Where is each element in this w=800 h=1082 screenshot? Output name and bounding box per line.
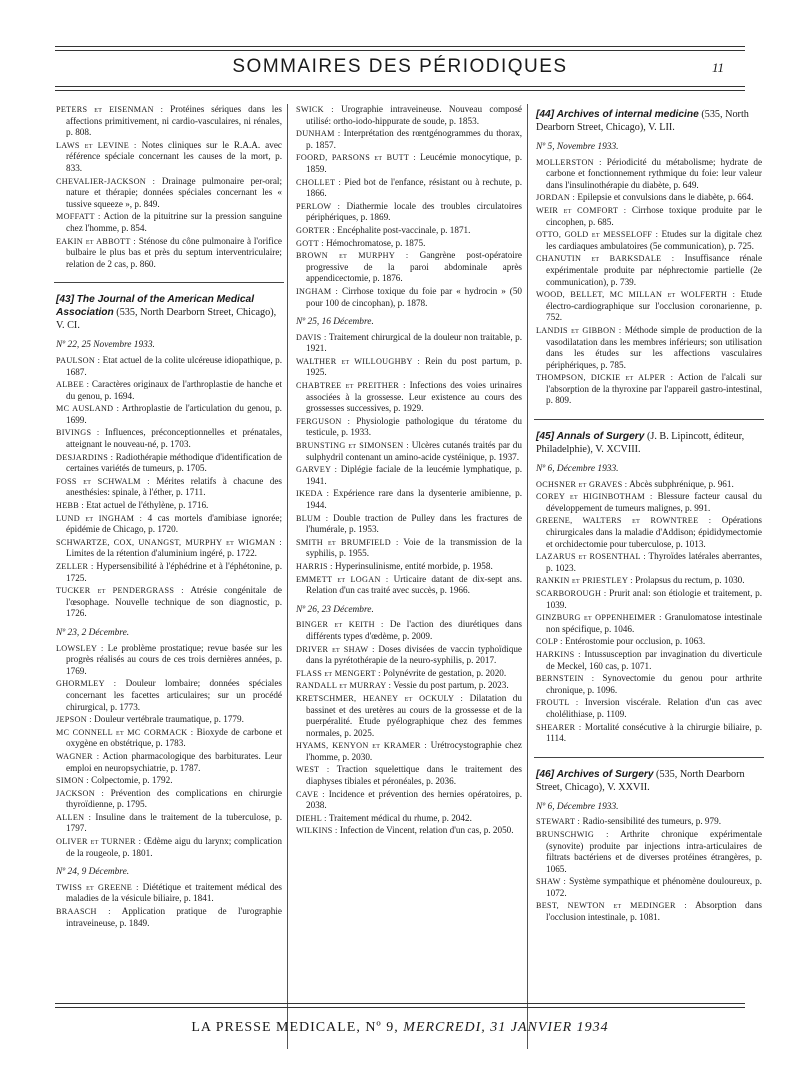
article-title: Entérostomie pour occlusion, p. 1063.: [565, 636, 706, 647]
footer-publication: LA PRESSE MEDICALE, Nº 9,: [191, 1020, 399, 1035]
article-authors: BLUM :: [296, 513, 329, 523]
article-title: Thyroïdes latérales aberrantes, p. 1023.: [546, 551, 763, 573]
article-authors: BRUNSCHWIG :: [536, 829, 609, 839]
section-separator: [54, 282, 284, 283]
article-entry: [56, 403, 282, 426]
article-authors: DUNHAM :: [296, 129, 341, 139]
article-entry: [56, 379, 282, 402]
article-entry: [296, 238, 522, 250]
article-entry: [296, 619, 522, 642]
article-authors: DESJARDINS :: [56, 452, 114, 462]
article-entry: [536, 289, 762, 324]
article-title: Gangrène post-opératoire progressive de la paroi abdominale après appendicectomie, p. 1876.: [306, 250, 523, 284]
article-entry: [296, 668, 522, 680]
article-entry: [296, 693, 522, 739]
article-authors: HYAMS, KENYON et KRAMER :: [296, 741, 427, 751]
article-entry: [56, 537, 282, 560]
article-authors: INGHAM :: [296, 286, 339, 296]
article-title: Interprétation des rœntgénogrammes du thorax, p. 1857.: [306, 128, 523, 150]
article-title: Cirrhose toxique du foie par « hydrocin » (50 pour 100 de cincophan), p. 1878.: [306, 285, 523, 308]
article-authors: CHANUTIN et BARKSDALE :: [536, 254, 675, 264]
article-authors: FLASS et MENGERT :: [296, 668, 381, 678]
article-authors: WALTHER et WILLOUGHBY :: [296, 356, 421, 366]
article-title: Inversion viscérale. Relation d'un cas avec cholélithiase, p. 1109.: [546, 697, 762, 719]
article-entry: [56, 643, 282, 678]
issue-date: Nº 22, 25 Novembre 1933.: [56, 340, 155, 351]
article-title: Infections des voies urinaires associées à la grossesse. Leur existence au cours des grossesses successives, p. 1929.: [306, 380, 522, 414]
article-entry: [536, 636, 762, 648]
article-entry: [536, 192, 762, 204]
article-entry: [296, 250, 522, 285]
article-entry: [56, 906, 282, 929]
article-entry: [56, 140, 282, 175]
article-entry: [56, 427, 282, 450]
article-entry: [296, 177, 522, 200]
article-title: Doses divisées de vaccin typhoïdique dans la pyrétothérapie de la neuro-syphilis, p. 2017.: [306, 643, 522, 666]
journal-info: (535, North Dearborn Street, Chicago), V. XXVII.: [536, 768, 745, 793]
article-entry: [536, 722, 762, 745]
section-separator: [534, 757, 764, 758]
issue-date: Nº 24, 9 Décembre.: [56, 867, 130, 878]
article-authors: GINZBURG et OPPENHEIMER :: [536, 613, 662, 623]
article-authors: DRIVER et SHAW :: [296, 644, 375, 654]
article-authors: FOSS et SCHWALM :: [56, 476, 150, 486]
article-entry: [536, 900, 762, 923]
footer-rule-inner: [55, 1007, 745, 1008]
article-title: Urticaire datant de dix-sept ans. Relation d'un cas traité avec succès, p. 1966.: [306, 573, 522, 596]
article-title: Bioxyde de carbone et oxygène en obstétrique, p. 1783.: [66, 726, 283, 749]
article-entry: [56, 211, 282, 234]
article-title: Polynévrite de gestation, p. 2020.: [382, 667, 507, 678]
issue-date: Nº 6, Décembre 1933.: [536, 801, 619, 812]
article-authors: MOFFATT :: [56, 212, 101, 222]
article-title: Le problème prostatique; revue basée sur les progrès réalisés au cours de ces trois dernières années, p. 1769.: [66, 642, 282, 676]
article-title: Diététique et traitement médical des maladies de la vésicule biliaire, p. 1841.: [66, 881, 282, 904]
issue-date: Nº 26, 23 Décembre.: [296, 604, 374, 615]
article-authors: RANKIN et PRIESTLEY :: [536, 576, 633, 586]
article-entry: [536, 612, 762, 635]
article-authors: KRETSCHMER, HEANEY et OCKULY :: [296, 693, 464, 703]
article-title: Périodicité du métabolisme; hydrate de carbone et fonctionnement rythmique du foie: leur valeur dans l'insulinothérapie du diabète, p. 649.: [546, 156, 763, 190]
article-authors: MOLLERSTON :: [536, 157, 602, 167]
article-entry: [536, 575, 762, 587]
article-title: Atrésie congénitale de l'œsophage. Nouvelle technique de son diagnostic, p. 1726.: [66, 585, 282, 619]
article-entry: [296, 104, 522, 127]
article-entry: [536, 372, 762, 407]
article-title: Action de la pituitrine sur la pression sanguine chez l'homme, p. 854.: [66, 211, 282, 233]
article-title: Prolapsus du rectum, p. 1030.: [635, 575, 745, 586]
section-separator: [534, 419, 764, 420]
article-authors: ALBEE :: [56, 380, 90, 390]
article-authors: SHAW :: [536, 877, 567, 887]
article-authors: FERGUSON :: [296, 416, 351, 426]
article-authors: IKEDA :: [296, 489, 330, 499]
article-title: Pied bot de l'enfance, résistant ou à rechute, p. 1866.: [306, 176, 523, 199]
article-authors: WILKINS :: [296, 826, 338, 836]
article-authors: OTTO, GOLD et MESSELOFF :: [536, 230, 659, 240]
article-title: Urographie intraveineuse. Nouveau composé utilisé: ortho-iodo-hippurate de soude, p. 1853.: [306, 104, 523, 126]
article-authors: JORDAN :: [536, 193, 576, 203]
article-entry: [536, 588, 762, 611]
article-entry: [296, 764, 522, 787]
article-entry: [296, 464, 522, 487]
article-title: Système sympathique et phénomène douloureux, p. 1072.: [546, 876, 762, 898]
article-authors: HARRIS :: [296, 561, 333, 571]
article-title: Prurit anal: son étiologie et traitement, p. 1039.: [546, 588, 762, 610]
article-authors: ZELLER :: [56, 562, 94, 571]
article-authors: WAGNER :: [56, 751, 100, 761]
page-footer: [0, 1020, 800, 1036]
article-title: Douleur lombaire; données spéciales concernant les facettes articulaires; sur un procédé chirurgical, p. 1773.: [66, 678, 282, 712]
article-authors: CHABTREE et PREITHER :: [296, 381, 406, 391]
article-entry: [296, 201, 522, 224]
article-entry: [56, 727, 282, 750]
article-entry: [536, 515, 762, 550]
article-authors: STEWART :: [536, 817, 581, 827]
article-authors: THOMPSON, DICKIE et ALPER :: [536, 373, 674, 383]
article-title: Traitement chirurgical de la douleur non traitable, p. 1921.: [306, 331, 522, 354]
journal-number: [45]: [536, 431, 555, 443]
article-entry: [296, 680, 522, 692]
article-authors: DAVIS :: [296, 332, 327, 342]
article-entry: [56, 452, 282, 475]
article-title: Notes cliniques sur le R.A.A. avec référence spéciale concernant les causes de la mort, p. 833.: [66, 139, 282, 173]
article-title: Caractères originaux de l'arthroplastie de hanche et du genou, p. 1694.: [66, 379, 283, 401]
article-title: Etat actuel de l'éthylène, p. 1716.: [86, 500, 209, 511]
article-entry: [56, 104, 282, 139]
article-title: Méthode simple de production de la vasodilatation dans les membres inférieurs; son utilisation dans les études sur les affections vasculaires périphériques, p. 785.: [546, 324, 762, 370]
article-authors: GREENE, WALTERS et ROWNTREE :: [536, 516, 712, 526]
article-entry: [56, 836, 282, 859]
article-entry: [56, 476, 282, 499]
footer-date: MERCREDI, 31 JANVIER 1934: [403, 1020, 609, 1035]
article-entry: [536, 229, 762, 252]
article-entry: [536, 649, 762, 672]
article-entry: [536, 491, 762, 514]
article-authors: LAZARUS et ROSENTHAL :: [536, 552, 646, 562]
journal-info: (J. B. Lipincott, éditeur, Philadelphie), V. XCVIII.: [536, 431, 745, 456]
article-entry: [536, 205, 762, 228]
article-title: Radiothérapie méthodique d'identification de certaines variétés de tumeurs, p. 1705.: [66, 451, 282, 474]
article-authors: LUND et INGHAM :: [56, 513, 143, 523]
journal-info: (535, North Dearborn Street, Chicago), V. CI.: [56, 307, 277, 332]
article-title: Double traction de Pulley dans les fractures de l'humérale, p. 1953.: [306, 512, 522, 535]
article-title: Encéphalite post-vaccinale, p. 1871.: [337, 224, 471, 235]
article-authors: SCARBOROUGH :: [536, 589, 607, 598]
article-authors: SMITH et BRUMFIELD :: [296, 537, 399, 547]
article-entry: [536, 325, 762, 371]
article-title: Prévention des complications en chirurgie thyroïdienne, p. 1795.: [66, 787, 283, 810]
column-divider: [527, 104, 528, 1049]
article-authors: LAWS et LEVINE :: [56, 140, 137, 150]
article-title: De l'action des diurétiques dans différents types d'œdème, p. 2009.: [306, 619, 523, 641]
article-entry: [296, 128, 522, 151]
article-authors: BROWN et MURPHY :: [296, 251, 409, 261]
article-authors: GHORMLEY :: [56, 679, 117, 689]
article-entry: [536, 829, 762, 875]
article-authors: TUCKER et PENDERGRASS :: [56, 586, 184, 596]
article-entry: [56, 714, 282, 726]
article-authors: BINGER et KEITH :: [296, 620, 384, 630]
article-authors: WOOD, BELLET, MC MILLAN et WOLFERTH :: [536, 290, 736, 300]
top-rule-inner: [55, 50, 745, 51]
article-authors: BIVINGS :: [56, 428, 100, 438]
article-title: Physiologie pathologique du tératome du testicule, p. 1933.: [306, 415, 523, 438]
journal-heading: [536, 430, 762, 456]
header-rule: [55, 86, 745, 87]
article-title: Hyperinsulinisme, entité morbide, p. 1958.: [335, 560, 493, 571]
article-title: Diplégie faciale de la leucémie lymphatique, p. 1941.: [306, 464, 523, 486]
article-authors: OCHSNER et GRAVES :: [536, 479, 628, 489]
article-authors: JEPSON :: [56, 715, 92, 725]
article-title: Vessie du post partum, p. 2023.: [393, 680, 509, 691]
article-entry: [56, 585, 282, 620]
issue-date: Nº 6, Décembre 1933.: [536, 464, 619, 475]
journal-info: (535, North Dearborn Street, Chicago), V. LII.: [536, 109, 749, 133]
article-entry: [56, 812, 282, 835]
article-authors: BERNSTEIN :: [536, 674, 595, 684]
article-entry: [536, 816, 762, 828]
article-authors: BEST, NEWTON et MEDINGER :: [536, 901, 688, 911]
journal-title: The Journal of the American Medical Association: [56, 294, 255, 319]
article-authors: CHOLLET :: [296, 177, 342, 187]
article-title: Mérites relatifs à chacune des anesthésies: spinale, à l'éther, p. 1711.: [66, 475, 283, 498]
article-entry: [296, 380, 522, 415]
issue-date: Nº 23, 2 Décembre.: [56, 627, 130, 638]
journal-title: Archives of Surgery: [556, 768, 654, 780]
article-entry: [296, 416, 522, 439]
article-title: Expérience rare dans la dysenterie amibienne, p. 1944.: [306, 488, 523, 510]
article-authors: JACKSON :: [56, 788, 105, 798]
article-title: Leucémie monocytique, p. 1859.: [306, 152, 523, 174]
article-title: Synovectomie du genou pour arthrite chronique, p. 1096.: [546, 673, 763, 695]
journal-heading: [56, 293, 282, 332]
article-title: Granulomatose intestinale non spécifique, p. 1046.: [546, 612, 763, 634]
article-authors: CAVE :: [296, 789, 325, 799]
article-entry: [296, 644, 522, 667]
article-title: Action pharmacologique des barbiturates. Leur emploi en neuropsychiatrie, p. 1787.: [66, 750, 282, 773]
article-title: Insuline dans le traitement de la tuberculose, p. 1797.: [66, 811, 283, 834]
article-authors: RANDALL et MURRAY :: [296, 681, 392, 691]
article-title: Hypersensibilité à l'éphédrine et à l'éphétonine, p. 1725.: [66, 561, 282, 583]
article-authors: COLP :: [536, 637, 563, 647]
article-title: Douleur vertébrale traumatique, p. 1779.: [94, 714, 244, 725]
article-title: Intussusception par invagination du diverticule de Meckel, 160 cas, p. 1071.: [546, 648, 763, 671]
article-entry: [56, 561, 282, 584]
article-entry: [536, 479, 762, 491]
article-title: Etude électro-cardiographique sur l'occlusion coronarienne, p. 752.: [546, 289, 763, 323]
article-entry: [296, 561, 522, 573]
article-title: Cirrhose toxique produite par le cincophen, p. 685.: [546, 204, 762, 227]
article-authors: SWICK :: [296, 105, 334, 114]
article-entry: [56, 788, 282, 811]
article-title: Insuffisance rénale expérimentale produite par néphrectomie partielle (2e communication), p. 739.: [546, 253, 763, 287]
issue-date: Nº 5, Novembre 1933.: [536, 142, 619, 152]
article-title: Radio-sensibilité des tumeurs, p. 979.: [582, 816, 721, 827]
journal-number: [46]: [536, 768, 555, 780]
article-authors: CHEVALIER-JACKSON :: [56, 176, 156, 186]
article-entry: [296, 286, 522, 309]
article-title: Arthroplastie de l'articulation du genou, p. 1699.: [66, 403, 282, 425]
article-authors: ALLEN :: [56, 812, 92, 822]
page-number: 11: [712, 60, 725, 75]
issue-date: Nº 25, 16 Décembre.: [296, 317, 374, 328]
article-title: Œdème aigu du larynx; complication de la rougeole, p. 1801.: [66, 836, 283, 858]
article-authors: EAKIN et ABBOTT :: [56, 236, 136, 246]
article-authors: WEST :: [296, 765, 330, 775]
article-entry: [296, 789, 522, 812]
article-authors: GARVEY :: [296, 465, 338, 475]
article-authors: OLIVER et TURNER :: [56, 837, 142, 847]
article-entry: [536, 551, 762, 574]
article-title: 4 cas mortels d'amibiase ignorée; épidémie de Chicago, p. 1720.: [66, 512, 283, 535]
article-title: Application pratique de l'urographie intraveineuse, p. 1849.: [66, 906, 283, 928]
article-authors: BRUNSTING et SIMONSEN :: [296, 441, 409, 451]
journal-title: Archives of internal medicine: [556, 109, 699, 120]
article-entry: [296, 740, 522, 763]
top-rule: [55, 46, 745, 47]
column-divider: [287, 104, 288, 1049]
column-3: [536, 104, 762, 925]
column-2: [296, 104, 522, 838]
article-title: Infection de Vincent, relation d'un cas, p. 2050.: [339, 825, 514, 836]
article-entry: [296, 332, 522, 355]
article-authors: PETERS et EISENMAN :: [56, 105, 164, 114]
article-title: Hémochromatose, p. 1875.: [326, 237, 426, 248]
article-entry: [296, 152, 522, 175]
article-entry: [536, 253, 762, 288]
article-title: Influences, préconceptionnelles et prénatales, atteignant le nouveau-né, p. 1703.: [66, 427, 283, 450]
article-title: Incidence et prévention des hernies opératoires, p. 2038.: [306, 788, 523, 811]
article-entry: [536, 697, 762, 720]
article-authors: COREY et HIGINBOTHAM :: [536, 492, 653, 502]
footer-rule: [55, 1003, 745, 1004]
article-entry: [56, 513, 282, 536]
article-authors: SIMON :: [56, 776, 89, 786]
article-entry: [296, 813, 522, 825]
article-authors: LOWSLEY :: [56, 643, 104, 653]
article-authors: MC AUSLAND :: [56, 404, 120, 414]
article-authors: HEBB :: [56, 501, 84, 511]
article-entry: [536, 157, 762, 192]
article-title: Epilepsie et convulsions dans le diabète, p. 664.: [577, 192, 754, 203]
article-entry: [296, 356, 522, 379]
article-title: Limites de la rétention d'aluminium ingéré, p. 1722.: [66, 548, 257, 559]
article-title: Etudes sur la digitale chez les cardiaques ambulatoires (5e communication), p. 725.: [546, 229, 763, 251]
article-title: Action de l'alcali sur l'absorption de la thyroxine par l'appareil gastro-intestinal, p. 809.: [546, 372, 762, 406]
article-title: Ulcères cutanés traités par du sulphydril contenant un amino-acide cystéinique, p. 1937.: [306, 440, 522, 462]
article-title: Opérations chirurgicales dans la maladie d'Addison; épididymectomie et orchidectomie pour tuberculose, p. 1013.: [546, 515, 762, 549]
journal-title: Annals of Surgery: [556, 431, 645, 443]
article-authors: HARKINS :: [536, 649, 581, 659]
article-authors: DIEHL :: [296, 813, 327, 823]
article-entry: [56, 775, 282, 787]
article-title: Sténose du cône pulmonaire à l'orifice bulbaire le plus bas et près du septum interventriculaire; relation de 2 cas, p. 860.: [66, 235, 283, 269]
article-entry: [56, 355, 282, 378]
article-authors: FROUTL :: [536, 698, 579, 708]
journal-heading: [536, 108, 762, 134]
article-title: Etat actuel de la colite ulcéreuse idiopathique, p. 1687.: [66, 354, 283, 377]
article-title: Protéines sériques dans les affections primitivement, ni cardio-vasculaires, ni rénales, p. 808.: [66, 104, 282, 138]
article-title: Traction squelettique dans le traitement des diaphyses tibiales et péronéales, p. 2036.: [306, 764, 523, 787]
article-entry: [536, 876, 762, 899]
article-entry: [56, 236, 282, 271]
article-authors: LANDIS et GIBBON :: [536, 325, 622, 335]
article-title: Traitement médical du rhume, p. 2042.: [328, 812, 472, 823]
article-authors: PERLOW :: [296, 201, 341, 211]
article-authors: BRAASCH :: [56, 907, 111, 917]
article-title: Blessure facteur causal du développement de tumeurs malignes, p. 991.: [546, 491, 762, 513]
article-entry: [296, 488, 522, 511]
journal-number: [43]: [56, 294, 75, 306]
article-entry: [56, 751, 282, 774]
article-authors: SHEARER :: [536, 722, 582, 732]
journal-number: [44]: [536, 109, 555, 120]
article-entry: [296, 574, 522, 597]
article-entry: [536, 673, 762, 696]
article-title: Drainage pulmonaire per-oral; nature et thérapie; données spéciales concernant les « tussive squeeze », p. 849.: [66, 175, 283, 209]
article-entry: [56, 678, 282, 713]
article-authors: MC CONNELL et MC CORMACK :: [56, 727, 194, 737]
article-entry: [296, 440, 522, 463]
header-rule-inner: [55, 90, 745, 91]
article-authors: GORTER :: [296, 225, 335, 235]
article-entry: [296, 513, 522, 536]
article-authors: WEIR et COMFORT :: [536, 205, 627, 215]
journal-heading: [536, 768, 762, 794]
article-title: Voie de la transmission de la syphilis, p. 1955.: [306, 536, 522, 559]
article-entry: [56, 176, 282, 211]
article-title: Colpectomie, p. 1792.: [91, 775, 173, 786]
article-entry: [56, 500, 282, 512]
article-title: Urétrocystographie chez l'homme, p. 2030.: [306, 740, 522, 762]
article-entry: [296, 537, 522, 560]
article-title: Absorption dans l'occlusion intestinale, p. 1081.: [546, 900, 763, 923]
article-title: Abcès subphrénique, p. 961.: [629, 478, 734, 489]
article-authors: TWISS et GREENE :: [56, 882, 139, 892]
article-title: Dilatation du bassinet et des uretères au cours de la grossesse et de la puerpéralité. Etude pyélographique chez des femmes normales, p. 2025.: [306, 692, 522, 738]
article-authors: GOTT :: [296, 238, 324, 248]
article-title: Arthrite chronique expérimentale (synovite) produite par injections intra-articulaires de filtrats bactériens et de diverses protéines étrangères, p. 1065.: [546, 828, 763, 874]
article-entry: [296, 225, 522, 237]
article-authors: PAULSON :: [56, 355, 101, 365]
page-title: SOMMAIRES DES PÉRIODIQUES: [232, 56, 568, 77]
article-authors: FOORD, PARSONS et BUTT :: [296, 153, 416, 163]
article-title: Diathermie locale des troubles circulatoires périphériques, p. 1869.: [306, 200, 523, 223]
article-authors: EMMETT et LOGAN :: [296, 574, 389, 584]
article-entry: [296, 825, 522, 837]
article-authors: SCHWARTZE, COX, UNANGST, MURPHY et WIGMAN :: [56, 537, 282, 547]
column-1: [56, 104, 282, 930]
article-title: Rein du post partum, p. 1925.: [306, 355, 523, 378]
article-entry: [56, 882, 282, 905]
article-title: Mortalité consécutive à la chirurgie biliaire, p. 1114.: [546, 721, 762, 744]
